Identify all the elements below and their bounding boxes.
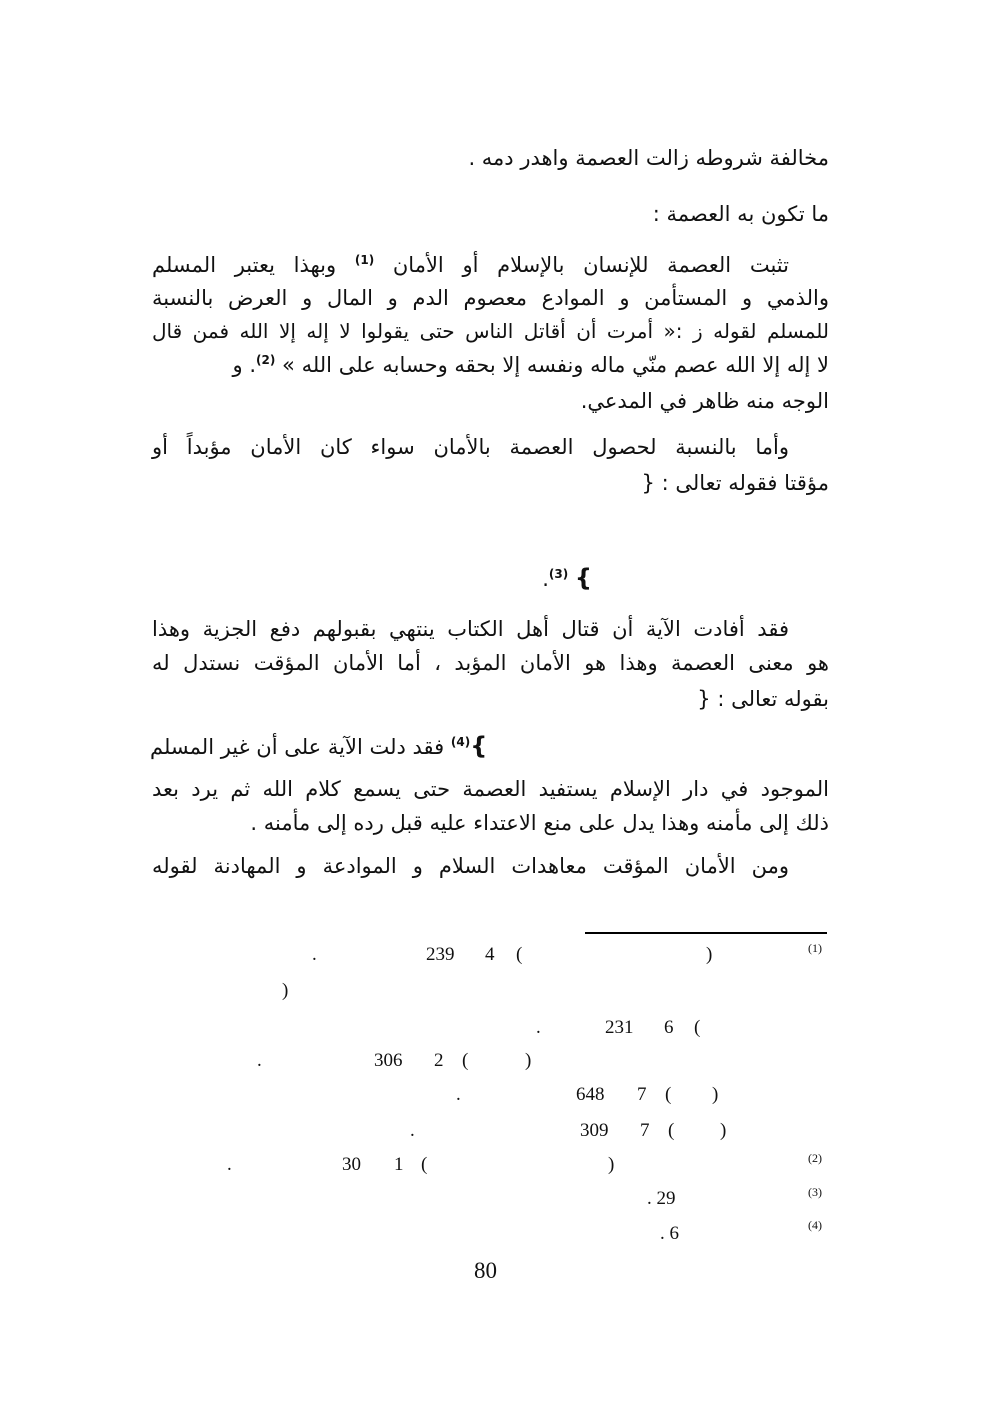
text-line: }$^{(4)}$ فقد دلت الآية على أن غير المسلم: [150, 732, 488, 760]
footnote-text: ): [720, 1120, 727, 1141]
footnote-marker: (4): [808, 1218, 822, 1232]
text-line: ومن الأمان المؤقت معاهدات السلام و الموادعة و المهادنة لقوله: [152, 854, 789, 878]
footnote-text: (: [694, 1017, 701, 1038]
footnote-text: 6: [664, 1017, 674, 1038]
section-heading: ما تكون به العصمة :: [652, 202, 829, 226]
footnote-text: ): [282, 980, 289, 1001]
footnote-text: (: [668, 1120, 675, 1141]
footnote-ref: (1): [354, 253, 375, 267]
footnote-text: .: [536, 1017, 541, 1038]
footnote-text: .: [312, 944, 317, 965]
footnote-text: (: [516, 944, 523, 965]
text-line: وأما بالنسبة لحصول العصمة بالأمان سواء كان الأمان مؤبداً أو: [152, 435, 789, 459]
text-line: ذلك إلى مأمنه وهذا يدل على منع الاعتداء عليه قبل رده إلى مأمنه .: [250, 811, 829, 835]
verse-end: } $^{(3)}$.: [542, 564, 592, 592]
footnote-text: 1: [394, 1154, 404, 1175]
footnote-ref: (4): [450, 735, 471, 749]
text-line: الوجه منه ظاهر في المدعي.: [580, 389, 829, 413]
footnote-text: (: [421, 1154, 428, 1175]
text-line: مؤقتا فقوله تعالى : {: [641, 471, 829, 495]
page-number: 80: [474, 1258, 497, 1283]
text-line: لا إله إلا الله عصم منّي ماله ونفسه إلا بحقه وحسابه على الله » $^{(2)}$. و: [232, 353, 829, 377]
footnote-text: 7: [640, 1120, 650, 1141]
text-line: للمسلم لقوله ز :« أمرت أن أقاتل الناس حتى يقولوا لا إله إلا الله فمن قال: [152, 319, 829, 343]
footnote-text: . 29: [647, 1188, 676, 1209]
footnote-text: ): [706, 944, 713, 965]
footnote-marker: (1): [808, 941, 822, 955]
footnote-text: ): [525, 1050, 532, 1071]
footnote-text: .: [410, 1120, 415, 1141]
text-line: فقد أفادت الآية أن قتال أهل الكتاب ينتهي بقبولهم دفع الجزية وهذا: [152, 617, 789, 641]
footnote-text: 4: [485, 944, 495, 965]
footnote-marker: (3): [808, 1185, 822, 1199]
footnote-marker: (2): [808, 1151, 822, 1165]
footnote-text: ): [712, 1084, 719, 1105]
footnote-text: 30: [342, 1154, 361, 1175]
text-line: هو معنى العصمة وهذا هو الأمان المؤبد ، أما الأمان المؤقت نستدل له: [152, 651, 829, 675]
footnote-text: 2: [434, 1050, 444, 1071]
footnote-text: .: [257, 1050, 262, 1071]
footnote-text: .: [227, 1154, 232, 1175]
text-line: تثبت العصمة للإنسان بالإسلام أو الأمان $^{(1)}$ وبهذا يعتبر المسلم: [152, 253, 789, 277]
text-line: والذمي و المستأمن و الموادع معصوم الدم و المال و العرض بالنسبة: [152, 286, 829, 310]
footnote-text: (: [462, 1050, 469, 1071]
footnote-ref: (2): [256, 353, 276, 367]
footnote-text: (: [665, 1084, 672, 1105]
footnote-text: ): [608, 1154, 615, 1175]
text-line: بقوله تعالى : {: [697, 687, 829, 711]
footnote-text: 309: [580, 1120, 609, 1141]
footnote-text: .: [456, 1084, 461, 1105]
footnote-text: 7: [637, 1084, 647, 1105]
footnote-text: 306: [374, 1050, 403, 1071]
footnote-separator: [585, 932, 827, 934]
text-line: مخالفة شروطه زالت العصمة واهدر دمه .: [468, 146, 829, 170]
footnote-text: . 6: [660, 1223, 679, 1244]
footnote-text: 231: [605, 1017, 634, 1038]
footnote-text: 239: [426, 944, 455, 965]
footnote-text: 648: [576, 1084, 605, 1105]
text-line: الموجود في دار الإسلام يستفيد العصمة حتى يسمع كلام الله ثم يرد بعد: [152, 777, 829, 801]
